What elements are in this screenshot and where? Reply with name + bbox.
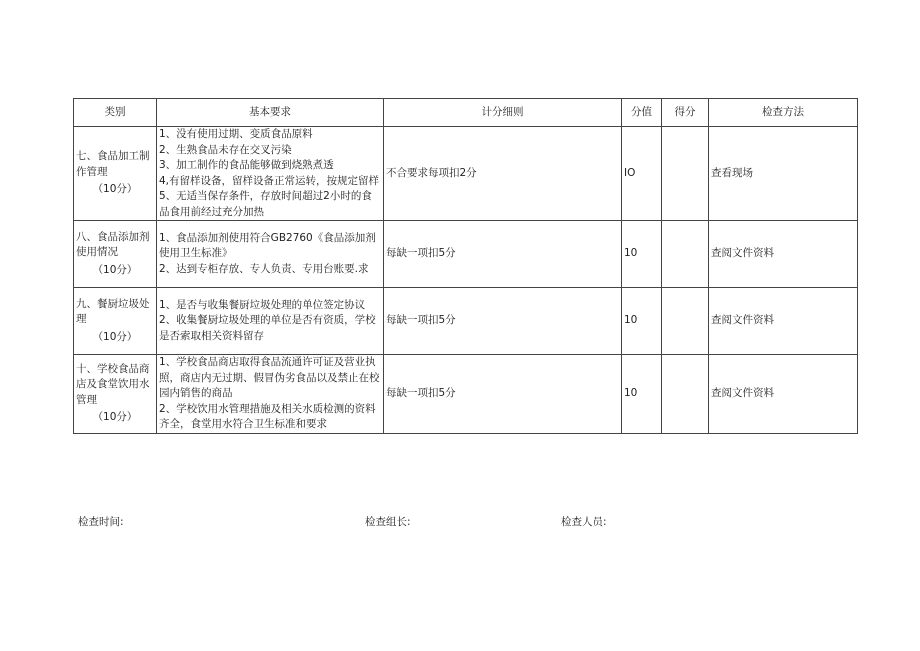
header-row [74, 99, 858, 127]
row-scoring: 每缺一项扣5分 [384, 355, 622, 434]
row-requirements [157, 127, 384, 221]
row-requirements [157, 288, 384, 355]
row-value: IO [622, 127, 662, 221]
category-label: 七、食品加工制作管理 [76, 150, 150, 178]
inspection-time-label: 检查时间: [78, 516, 124, 528]
category-points: （10分） [92, 263, 138, 276]
requirement-item: 1、没有使用过期、变质食品原料 [159, 128, 313, 140]
row-category [74, 355, 157, 434]
requirement-item: 3、加工制作的食品能够做到烧熟煮透 [159, 159, 334, 171]
requirement-item: 1、食品添加剂使用符合GB2760《食品添加剂使用卫生标准》 [159, 231, 376, 260]
inspectors-label: 检查人员: [561, 516, 607, 528]
row-category [74, 221, 157, 288]
row-score[interactable] [662, 127, 709, 221]
category-points: （10分） [92, 330, 138, 343]
row-method: 查看现场 [709, 127, 858, 221]
header-requirements: 基本要求 [157, 99, 384, 127]
row-scoring: 不合要求每项扣2分 [384, 127, 622, 221]
requirement-item: 2、达到专柜存放、专人负责、专用台账要.求 [159, 262, 369, 275]
row-score[interactable] [662, 355, 709, 434]
header-category: 类别 [74, 99, 157, 127]
row-requirements [157, 355, 384, 434]
requirement-item: 2、收集餐厨垃圾处理的单位是否有资质，学校是否索取相关资料留存 [159, 314, 376, 342]
table-row [74, 127, 858, 221]
category-label: 八、食品添加剂使用情况 [76, 230, 150, 259]
row-score[interactable] [662, 288, 709, 355]
row-value: 10 [622, 288, 662, 355]
header-score: 得分 [662, 99, 709, 127]
row-scoring: 每缺一项扣5分 [384, 221, 622, 288]
row-method: 查阅文件资料 [709, 221, 858, 288]
row-value: 10 [622, 221, 662, 288]
table-row [74, 355, 858, 434]
table-row [74, 221, 858, 288]
team-leader-label: 检查组长: [365, 516, 411, 528]
inspection-sheet [73, 98, 857, 434]
row-category [74, 127, 157, 221]
table-row [74, 288, 858, 355]
header-value: 分值 [622, 99, 662, 127]
row-score[interactable] [662, 221, 709, 288]
row-scoring: 每缺一项扣5分 [384, 288, 622, 355]
header-method: 检查方法 [709, 99, 858, 127]
category-label: 九、餐厨垃圾处理 [76, 297, 150, 326]
row-requirements [157, 221, 384, 288]
category-points: （10分） [92, 183, 138, 196]
row-value: 10 [622, 355, 662, 434]
row-method: 查阅文件资料 [709, 288, 858, 355]
requirement-item: 1、学校食品商店取得食品流通许可证及营业执照，商店内无过期、假冒伪劣食品以及禁止在校园内销售的商品 [159, 356, 380, 399]
requirement-item: 1、是否与收集餐厨垃圾处理的单位签定协议 [159, 298, 366, 311]
header-scoring: 计分细则 [384, 99, 622, 127]
category-label: 十、学校食品商店及食堂饮用水管理 [76, 362, 150, 406]
requirement-item: 2、学校饮用水管理措施及相关水质检测的资料齐全，食堂用水符合卫生标准和要求 [159, 402, 376, 430]
row-method: 查阅文件资料 [709, 355, 858, 434]
row-category [74, 288, 157, 355]
requirement-item: 4,有留样设备，留样设备正常运转，按规定留样 [159, 174, 380, 187]
requirement-item: 2、生熟食品未存在交叉污染 [159, 143, 292, 156]
requirement-item: 5、无适当保存条件，存放时间超过2小时的食品食用前经过充分加热 [159, 190, 372, 218]
inspection-table [73, 98, 858, 434]
category-points: （10分） [92, 411, 138, 424]
